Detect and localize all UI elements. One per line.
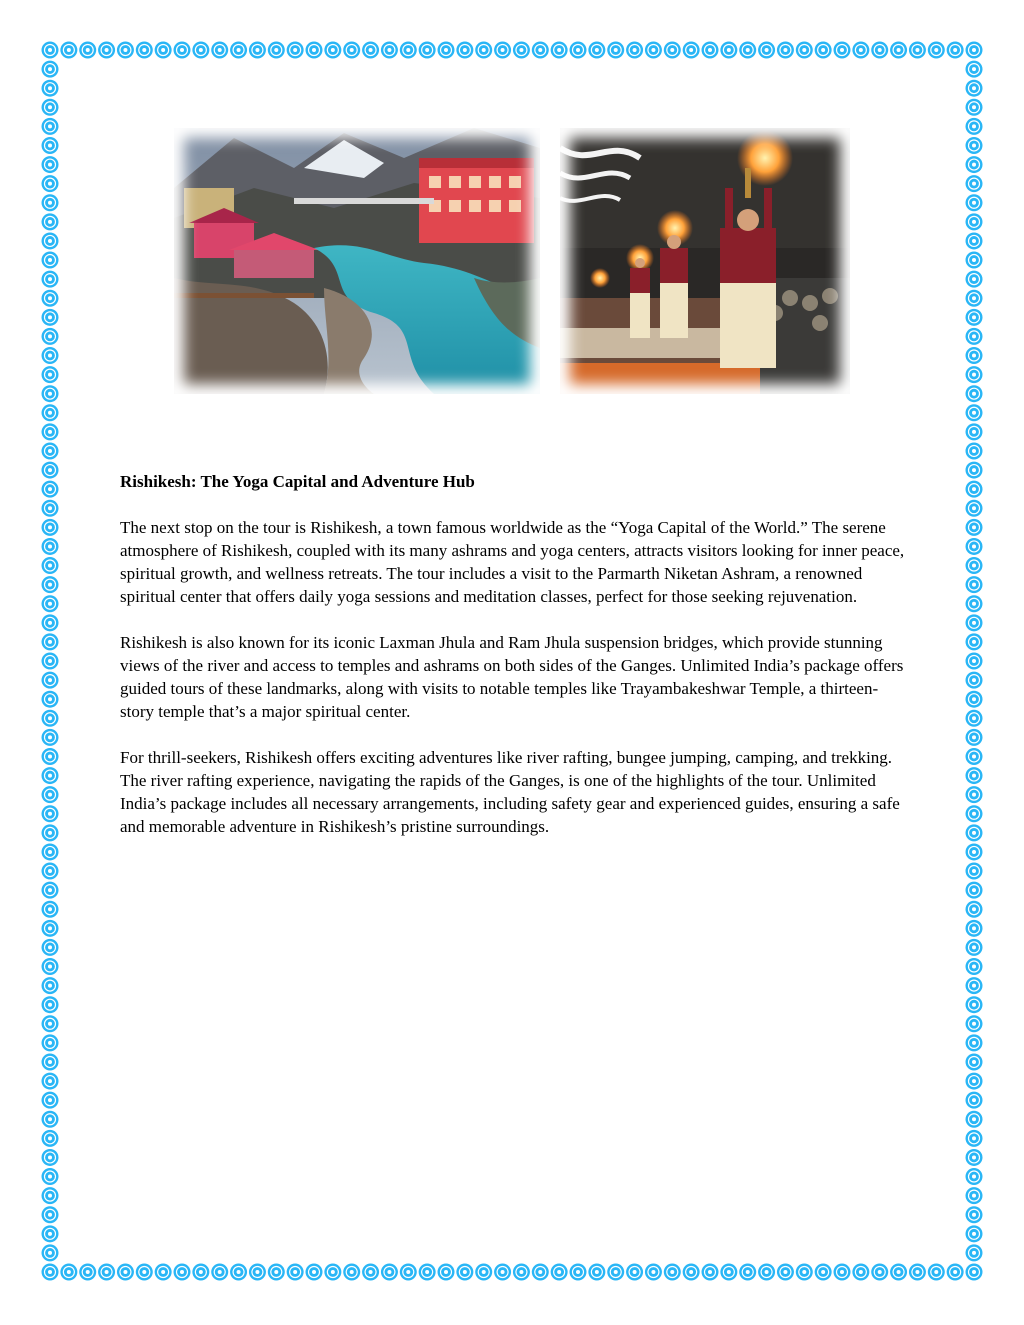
border-ring xyxy=(909,42,926,59)
border-ring xyxy=(834,1264,851,1281)
border-ring xyxy=(966,500,983,517)
border-ring xyxy=(230,42,247,59)
border-ring xyxy=(287,42,304,59)
border-ring xyxy=(966,462,983,479)
border-ring xyxy=(966,863,983,880)
border-ring xyxy=(42,824,59,841)
border-ring xyxy=(324,42,341,59)
border-ring xyxy=(966,633,983,650)
border-ring xyxy=(362,1264,379,1281)
border-ring xyxy=(230,1264,247,1281)
border-ring xyxy=(42,1264,59,1281)
border-ring xyxy=(42,404,59,421)
border-ring xyxy=(42,901,59,918)
border-ring xyxy=(98,42,115,59)
border-ring xyxy=(268,42,285,59)
border-ring xyxy=(834,42,851,59)
border-ring xyxy=(966,61,983,78)
border-ring xyxy=(947,42,964,59)
border-ring xyxy=(588,1264,605,1281)
border-ring xyxy=(192,1264,209,1281)
border-ring xyxy=(42,519,59,536)
border-ring xyxy=(42,710,59,727)
border-ring xyxy=(928,42,945,59)
border-ring xyxy=(494,42,511,59)
article xyxy=(120,470,910,861)
border-ring xyxy=(966,729,983,746)
border-ring xyxy=(966,1015,983,1032)
border-ring xyxy=(966,767,983,784)
ganga-aarti-ceremony-photo xyxy=(560,128,850,394)
border-ring xyxy=(966,614,983,631)
border-ring xyxy=(626,42,643,59)
border-ring xyxy=(966,42,983,59)
border-ring xyxy=(475,1264,492,1281)
border-ring xyxy=(739,1264,756,1281)
border-ring xyxy=(42,1073,59,1090)
border-ring xyxy=(966,710,983,727)
border-ring xyxy=(815,1264,832,1281)
border-ring xyxy=(136,42,153,59)
border-ring xyxy=(42,99,59,116)
border-ring xyxy=(664,1264,681,1281)
border-ring xyxy=(249,42,266,59)
border-ring xyxy=(438,42,455,59)
border-ring xyxy=(777,42,794,59)
border-ring xyxy=(42,653,59,670)
article-paragraph-3: For thrill-seekers, Rishikesh offers exciting adventures like river rafting, bungee jumping, camping, and trekking. The river rafting experience, navigating the rapids of the Ganges, is one of the highlights of the tour. Unlimited India’s package includes all necessary arrangements, including safety gear and experienced guides, ensuring a safe and memorable adventure in Rishikesh’s pristine surroundings. xyxy=(120,748,900,836)
border-ring xyxy=(42,767,59,784)
border-ring xyxy=(966,1053,983,1070)
border-ring xyxy=(966,939,983,956)
border-ring xyxy=(871,1264,888,1281)
border-ring xyxy=(42,614,59,631)
border-ring xyxy=(532,42,549,59)
border-ring xyxy=(42,557,59,574)
border-ring xyxy=(966,99,983,116)
border-ring xyxy=(42,1092,59,1109)
border-ring xyxy=(720,42,737,59)
border-ring xyxy=(532,1264,549,1281)
border-ring xyxy=(551,42,568,59)
border-ring xyxy=(683,42,700,59)
border-ring xyxy=(890,1264,907,1281)
border-ring xyxy=(664,42,681,59)
border-ring xyxy=(117,1264,134,1281)
border-ring xyxy=(966,996,983,1013)
border-ring xyxy=(42,882,59,899)
border-ring xyxy=(966,557,983,574)
border-ring xyxy=(42,939,59,956)
border-ring xyxy=(136,1264,153,1281)
border-ring xyxy=(343,1264,360,1281)
border-ring xyxy=(966,1111,983,1128)
border-ring xyxy=(42,1149,59,1166)
border-ring xyxy=(966,1073,983,1090)
border-ring xyxy=(683,1264,700,1281)
border-ring xyxy=(42,80,59,97)
border-ring xyxy=(570,42,587,59)
border-ring xyxy=(494,1264,511,1281)
border-ring xyxy=(890,42,907,59)
border-ring xyxy=(607,42,624,59)
border-ring xyxy=(42,462,59,479)
border-ring xyxy=(645,1264,662,1281)
border-ring xyxy=(42,538,59,555)
border-ring xyxy=(42,1111,59,1128)
border-ring xyxy=(438,1264,455,1281)
border-ring xyxy=(966,1149,983,1166)
border-ring xyxy=(211,1264,228,1281)
border-ring xyxy=(42,42,59,59)
border-ring xyxy=(42,481,59,498)
border-ring xyxy=(419,42,436,59)
border-ring xyxy=(966,1092,983,1109)
border-ring xyxy=(588,42,605,59)
border-ring xyxy=(607,1264,624,1281)
border-ring xyxy=(362,42,379,59)
border-ring xyxy=(852,42,869,59)
border-ring xyxy=(966,519,983,536)
border-ring xyxy=(400,1264,417,1281)
border-ring xyxy=(324,1264,341,1281)
border-ring xyxy=(98,1264,115,1281)
border-ring xyxy=(966,843,983,860)
border-ring xyxy=(702,42,719,59)
border-ring xyxy=(306,42,323,59)
border-ring xyxy=(306,1264,323,1281)
border-ring xyxy=(42,996,59,1013)
border-ring xyxy=(287,1264,304,1281)
border-ring xyxy=(966,442,983,459)
border-ring xyxy=(702,1264,719,1281)
border-ring xyxy=(42,863,59,880)
border-ring xyxy=(758,1264,775,1281)
border-ring xyxy=(381,1264,398,1281)
border-ring xyxy=(249,1264,266,1281)
border-ring xyxy=(966,1034,983,1051)
border-ring xyxy=(966,481,983,498)
border-ring xyxy=(42,1206,59,1223)
border-ring xyxy=(400,42,417,59)
border-ring xyxy=(42,500,59,517)
border-ring xyxy=(174,1264,191,1281)
border-ring xyxy=(720,1264,737,1281)
border-ring xyxy=(42,1015,59,1032)
border-ring xyxy=(928,1264,945,1281)
border-ring xyxy=(211,42,228,59)
border-ring xyxy=(871,42,888,59)
article-paragraph-2: Rishikesh is also known for its iconic Laxman Jhula and Ram Jhula suspension bridges, which provide stunning views of the river and access to temples and ashrams on both sides of the Ganges. Unlimited India’s package offers guided tours of these landmarks, along with visits to notable temples like Trayambakeshwar Temple, a thirteen-story temple that’s a major spiritual center. xyxy=(120,633,904,721)
border-ring xyxy=(42,729,59,746)
border-ring xyxy=(796,1264,813,1281)
border-ring xyxy=(966,404,983,421)
border-ring xyxy=(155,1264,172,1281)
border-ring xyxy=(645,42,662,59)
border-ring xyxy=(419,1264,436,1281)
border-ring xyxy=(42,61,59,78)
border-ring xyxy=(42,786,59,803)
border-ring xyxy=(42,1034,59,1051)
border-ring xyxy=(343,42,360,59)
border-ring xyxy=(777,1264,794,1281)
border-ring xyxy=(796,42,813,59)
border-ring xyxy=(456,42,473,59)
border-ring xyxy=(966,882,983,899)
border-ring xyxy=(60,42,77,59)
border-ring xyxy=(42,1225,59,1242)
border-ring xyxy=(42,805,59,822)
border-ring xyxy=(42,1053,59,1070)
border-ring xyxy=(966,805,983,822)
border-ring xyxy=(42,442,59,459)
border-ring xyxy=(739,42,756,59)
border-ring xyxy=(42,920,59,937)
border-ring xyxy=(966,1206,983,1223)
border-ring xyxy=(60,1264,77,1281)
photo-row xyxy=(0,128,1024,398)
border-ring xyxy=(42,595,59,612)
border-ring xyxy=(966,920,983,937)
border-ring xyxy=(966,691,983,708)
border-ring xyxy=(570,1264,587,1281)
border-ring xyxy=(947,1264,964,1281)
border-ring xyxy=(42,576,59,593)
article-paragraph-1: The next stop on the tour is Rishikesh, a town famous worldwide as the “Yoga Capital of the World.” The serene atmosphere of Rishikesh, coupled with its many ashrams and yoga centers, attracts visitors looking for inner peace, spiritual growth, and wellness retreats. The tour includes a visit to the Parmarth Niketan Ashram, a renowned spiritual center that offers daily yoga sessions and meditation classes, perfect for those seeking rejuvenation. xyxy=(120,518,905,606)
border-ring xyxy=(966,1130,983,1147)
border-ring xyxy=(966,538,983,555)
border-ring xyxy=(79,1264,96,1281)
article-heading: Rishikesh: The Yoga Capital and Adventure Hub xyxy=(120,472,475,491)
border-ring xyxy=(513,1264,530,1281)
border-ring xyxy=(42,1130,59,1147)
border-ring xyxy=(551,1264,568,1281)
border-ring xyxy=(966,576,983,593)
border-ring xyxy=(966,1225,983,1242)
border-ring xyxy=(966,595,983,612)
border-ring xyxy=(966,1168,983,1185)
border-ring xyxy=(155,42,172,59)
border-ring xyxy=(475,42,492,59)
border-ring xyxy=(42,672,59,689)
border-ring xyxy=(42,1168,59,1185)
border-ring xyxy=(909,1264,926,1281)
border-ring xyxy=(758,42,775,59)
border-ring xyxy=(42,748,59,765)
border-ring xyxy=(852,1264,869,1281)
border-ring xyxy=(626,1264,643,1281)
border-ring xyxy=(192,42,209,59)
border-ring xyxy=(966,901,983,918)
border-ring xyxy=(42,958,59,975)
border-ring xyxy=(966,1187,983,1204)
border-ring xyxy=(966,423,983,440)
border-ring xyxy=(815,42,832,59)
border-ring xyxy=(42,1244,59,1261)
mountain-river-town-photo xyxy=(174,128,540,394)
border-ring xyxy=(966,748,983,765)
border-ring xyxy=(966,824,983,841)
border-ring xyxy=(513,42,530,59)
border-ring xyxy=(174,42,191,59)
border-ring xyxy=(42,423,59,440)
border-ring xyxy=(117,42,134,59)
border-ring xyxy=(966,80,983,97)
border-ring xyxy=(42,633,59,650)
border-ring xyxy=(42,1187,59,1204)
border-ring xyxy=(966,958,983,975)
border-ring xyxy=(381,42,398,59)
border-ring xyxy=(42,691,59,708)
border-ring xyxy=(268,1264,285,1281)
border-ring xyxy=(966,977,983,994)
border-ring xyxy=(42,843,59,860)
border-ring xyxy=(966,786,983,803)
border-ring xyxy=(966,672,983,689)
border-ring xyxy=(966,1244,983,1261)
border-ring xyxy=(79,42,96,59)
border-ring xyxy=(42,977,59,994)
border-ring xyxy=(966,653,983,670)
border-ring xyxy=(456,1264,473,1281)
border-ring xyxy=(966,1264,983,1281)
